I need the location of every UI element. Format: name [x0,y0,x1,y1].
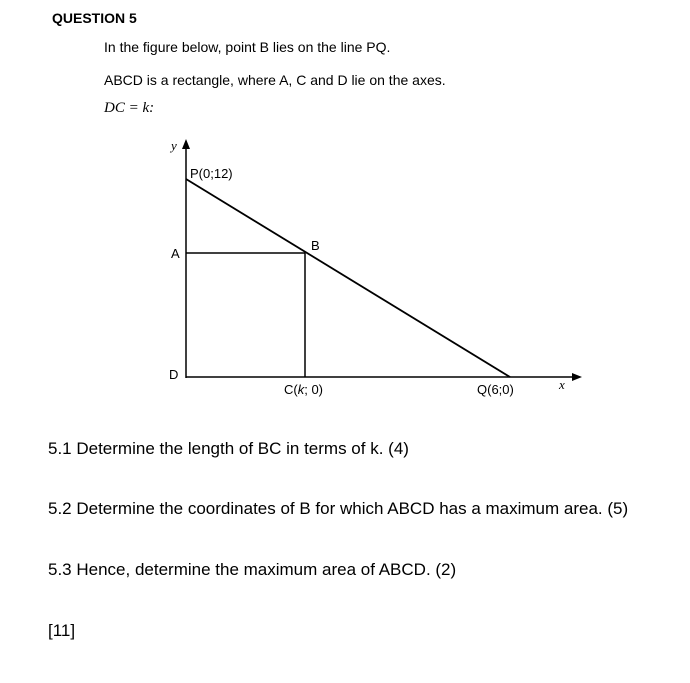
x-axis-label: x [559,377,565,392]
line-pq [186,179,510,377]
label-d: D [169,367,179,382]
subquestion-5-3: 5.3 Hence, determine the maximum area of ABCD. (2) [48,560,457,579]
total-marks: [11] [48,621,76,640]
intro-line-1: In the figure below, point B lies on the line PQ. [104,39,391,55]
subquestion-5-1: 5.1 Determine the length of BC in terms of k. (4) [48,439,409,458]
label-q: Q(6;0) [477,382,514,397]
subquestion-5-2: 5.2 Determine the coordinates of B for which ABCD has a maximum area. (5) [48,499,629,518]
label-c: C(k; 0) [284,382,324,397]
x-axis-arrow [572,373,582,381]
label-b: B [311,238,320,253]
label-p: P(0;12) [190,166,233,181]
label-a: A [171,246,180,261]
y-axis-label: y [171,138,177,153]
y-axis-arrow [182,139,190,149]
question-title: QUESTION 5 [52,10,137,26]
intro-line-3: DC = k: [104,100,155,116]
intro-line-2: ABCD is a rectangle, where A, C and D lie on the axes. [104,72,446,88]
